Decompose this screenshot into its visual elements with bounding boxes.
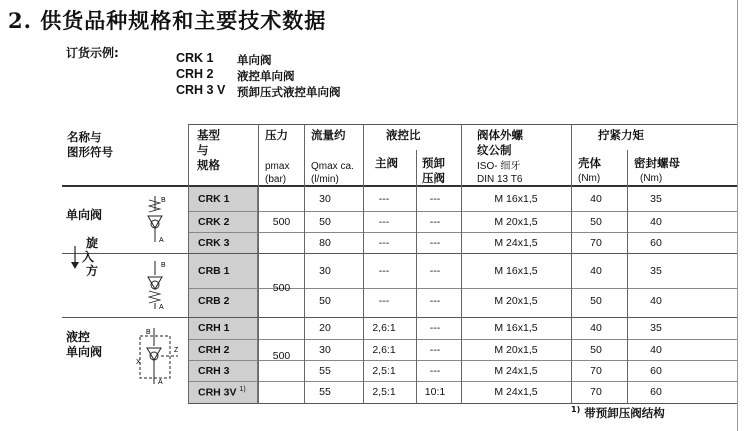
flow-cell: 50: [319, 216, 331, 228]
body-cell: 50: [590, 344, 602, 356]
header-bottom-line: [62, 185, 737, 187]
check-valve-symbol-icon: [140, 259, 170, 311]
column-divider: [188, 124, 189, 404]
svg-text:B: B: [161, 262, 166, 269]
nut-cell: 35: [650, 265, 662, 277]
page-title: 2. 供货品种规格和主要技术数据: [8, 8, 327, 33]
main-cell: 2,5:1: [372, 386, 396, 398]
order-example-label: 订货示例:: [66, 46, 119, 60]
svg-text:B: B: [146, 329, 151, 336]
header-thread-unit: ISO- 细牙 DIN 13 T6: [477, 161, 523, 185]
main-cell: ---: [378, 295, 390, 307]
main-cell: ---: [378, 237, 390, 249]
flow-cell: 20: [319, 322, 331, 334]
svg-text:X: X: [136, 359, 141, 366]
main-cell: 2,5:1: [372, 365, 396, 377]
pre-cell: ---: [429, 344, 441, 356]
main-cell: ---: [378, 216, 390, 228]
header-torque-body-unit: (Nm): [578, 173, 601, 184]
header-name-symbol: 名称与 图形符号: [67, 130, 113, 159]
header-torque-body: 壳体: [578, 156, 601, 170]
svg-text:A: A: [159, 237, 164, 244]
check-valve-symbol-icon: [140, 194, 170, 246]
thread-cell: M 24x1,5: [494, 237, 538, 249]
row-divider: [188, 381, 737, 382]
header-ratio-pre: 预卸 压阀: [422, 156, 445, 185]
order-example-code: CRH 3 V: [176, 83, 226, 97]
order-example-desc: 液控单向阀: [237, 69, 295, 83]
flow-cell: 55: [319, 365, 331, 377]
pressure-cell: 500: [272, 282, 291, 294]
group-label-screw-in: 旋 入 方: [82, 236, 99, 278]
body-cell: 70: [590, 365, 602, 377]
header-torque: 拧紧力矩: [598, 128, 644, 142]
body-cell: 40: [590, 322, 602, 334]
group-label-pilot-check-valve: 液控 单向阀: [66, 330, 103, 359]
header-ratio: 液控比: [386, 128, 421, 142]
pressure-cell: 500: [272, 216, 291, 228]
type-cell: CRB 1: [198, 265, 230, 277]
pre-cell: ---: [429, 295, 441, 307]
body-cell: 50: [590, 216, 602, 228]
main-cell: ---: [378, 265, 390, 277]
type-cell: CRH 2: [198, 344, 230, 356]
thread-cell: M 20x1,5: [494, 344, 538, 356]
type-cell: CRH 3V $^{1)}$: [198, 386, 246, 399]
flow-cell: 30: [319, 344, 331, 356]
column-divider: [363, 124, 364, 404]
row-divider: [188, 232, 737, 233]
header-type: 基型 与 规格: [197, 128, 220, 172]
header-flow-unit: Qmax ca. (l/min): [311, 161, 354, 185]
pilot-check-valve-symbol-icon: [134, 326, 186, 386]
header-flow: 流量约: [311, 128, 346, 142]
flow-cell: 80: [319, 237, 331, 249]
footnote: $^{1)}$ 带预卸压阀结构: [571, 405, 665, 420]
thread-cell: M 16x1,5: [494, 265, 538, 277]
main-cell: 2,6:1: [372, 322, 396, 334]
type-cell: CRK 3: [198, 237, 230, 249]
header-thread: 阀体外螺 纹公制: [477, 128, 523, 157]
pre-cell: ---: [429, 193, 441, 205]
header-pressure-unit: pmax (bar): [265, 161, 290, 185]
thread-cell: M 16x1,5: [494, 193, 538, 205]
nut-cell: 35: [650, 193, 662, 205]
nut-cell: 40: [650, 344, 662, 356]
page-edge-line: [737, 0, 738, 431]
pre-cell: ---: [429, 265, 441, 277]
pre-cell: ---: [429, 365, 441, 377]
main-cell: 2,6:1: [372, 344, 396, 356]
svg-text:Z: Z: [174, 347, 179, 354]
type-cell: CRH 3: [198, 365, 230, 377]
thread-cell: M 16x1,5: [494, 322, 538, 334]
body-cell: 40: [590, 193, 602, 205]
screw-in-arrow-icon: [70, 246, 80, 270]
table-bottom-line: [188, 403, 737, 404]
body-cell: 70: [590, 386, 602, 398]
nut-cell: 40: [650, 295, 662, 307]
pressure-cell: 500: [272, 350, 291, 362]
group-divider: [62, 317, 737, 318]
body-cell: 70: [590, 237, 602, 249]
flow-cell: 55: [319, 386, 331, 398]
order-example-desc: 预卸压式液控单向阀: [237, 85, 341, 99]
nut-cell: 60: [650, 386, 662, 398]
table-top-line: [188, 124, 737, 125]
pre-cell: ---: [429, 216, 441, 228]
main-cell: ---: [378, 193, 390, 205]
column-divider: [304, 124, 305, 404]
svg-text:B: B: [161, 197, 166, 204]
svg-text:A: A: [158, 379, 163, 386]
nut-cell: 40: [650, 216, 662, 228]
svg-text:A: A: [159, 304, 164, 311]
group-divider: [62, 253, 737, 254]
thread-cell: M 20x1,5: [494, 216, 538, 228]
row-divider: [188, 211, 737, 212]
column-divider: [461, 124, 462, 404]
group-label-check-valve: 单向阀: [66, 208, 103, 222]
thread-cell: M 24x1,5: [494, 365, 538, 377]
body-cell: 50: [590, 295, 602, 307]
header-torque-nut: 密封螺母: [634, 156, 680, 170]
nut-cell: 60: [650, 237, 662, 249]
header-ratio-main: 主阀: [375, 156, 398, 170]
column-divider: [571, 124, 572, 404]
type-cell: CRK 1: [198, 193, 230, 205]
header-pressure: 压力: [265, 128, 288, 142]
order-example-desc: 单向阀: [237, 53, 272, 67]
order-example-code: CRH 2: [176, 67, 214, 81]
thread-cell: M 24x1,5: [494, 386, 538, 398]
order-example-code: CRK 1: [176, 51, 214, 65]
pre-cell: 10:1: [424, 386, 446, 398]
pre-cell: ---: [429, 322, 441, 334]
header-torque-nut-unit: (Nm): [640, 173, 663, 184]
nut-cell: 35: [650, 322, 662, 334]
thread-cell: M 20x1,5: [494, 295, 538, 307]
type-cell: CRB 2: [198, 295, 230, 307]
flow-cell: 50: [319, 295, 331, 307]
body-cell: 40: [590, 265, 602, 277]
row-divider: [188, 339, 737, 340]
pre-cell: ---: [429, 237, 441, 249]
flow-cell: 30: [319, 193, 331, 205]
type-cell: CRK 2: [198, 216, 230, 228]
column-divider: [258, 124, 259, 404]
flow-cell: 30: [319, 265, 331, 277]
type-cell: CRH 1: [198, 322, 230, 334]
nut-cell: 60: [650, 365, 662, 377]
